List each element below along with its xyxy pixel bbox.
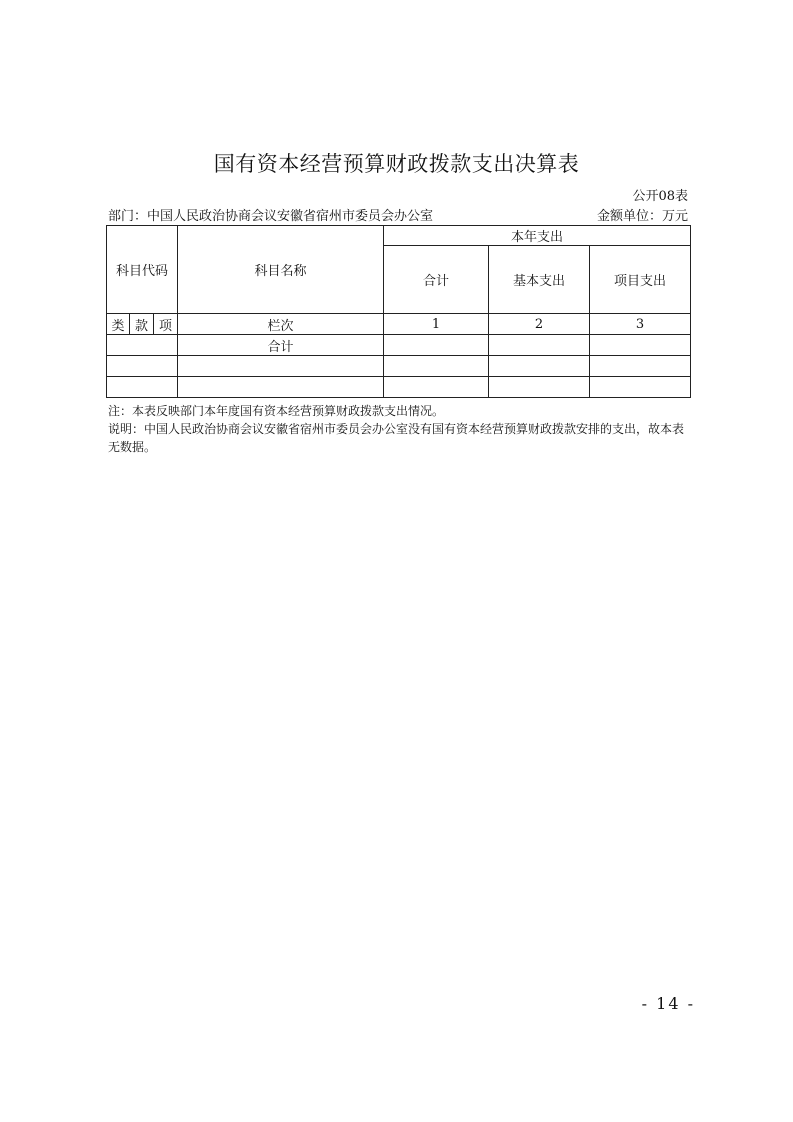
notes-section: [108, 402, 690, 456]
note-text: 注：本表反映部门本年度国有资本经营预算财政拨款支出情况。: [108, 404, 445, 418]
header-basic-expenditure: 基本支出: [489, 246, 590, 314]
total-value: [384, 335, 489, 356]
header-total: 合计: [384, 246, 489, 314]
table-cell: [107, 356, 178, 377]
page-number: - 14 -: [641, 994, 695, 1013]
table-row: [107, 356, 691, 377]
total-project-value: [590, 335, 691, 356]
table-cell: [384, 377, 489, 398]
table-row: [107, 377, 691, 398]
explanation-text: 说明：中国人民政治协商会议安徽省宿州市委员会办公室没有国有资本经营预算财政拨款安排的支出，故本表无数据。: [108, 422, 685, 454]
table-cell: [489, 356, 590, 377]
index-xiang: 项: [154, 314, 178, 335]
table-index-row: [107, 314, 691, 335]
amount-unit: 金额单位：万元: [596, 209, 688, 224]
header-subject-name: 科目名称: [178, 226, 384, 314]
header-project-expenditure: 项目支出: [590, 246, 691, 314]
table-cell: [590, 377, 691, 398]
form-code: 公开08表: [632, 189, 688, 204]
expenditure-table: [106, 225, 691, 398]
total-basic-value: [489, 335, 590, 356]
index-col-2: 2: [489, 314, 590, 335]
department-label: 部门：中国人民政治协商会议安徽省宿州市委员会办公室: [108, 209, 434, 224]
table-total-row: [107, 335, 691, 356]
table-cell: [178, 356, 384, 377]
index-lei: 类: [107, 314, 130, 335]
total-label: 合计: [178, 335, 384, 356]
index-col-3: 3: [590, 314, 691, 335]
header-subject-code: 科目代码: [107, 226, 178, 314]
table-cell: [178, 377, 384, 398]
index-column-label: 栏次: [178, 314, 384, 335]
table-header-row: [107, 226, 691, 246]
index-kuan: 款: [130, 314, 154, 335]
table-cell: [590, 356, 691, 377]
table-cell: [489, 377, 590, 398]
document-title: 国有资本经营预算财政拨款支出决算表: [213, 152, 580, 176]
header-annual-expenditure: 本年支出: [384, 226, 691, 246]
table-cell: [107, 377, 178, 398]
index-col-1: 1: [384, 314, 489, 335]
table-cell: [384, 356, 489, 377]
total-code-cell: [107, 335, 178, 356]
